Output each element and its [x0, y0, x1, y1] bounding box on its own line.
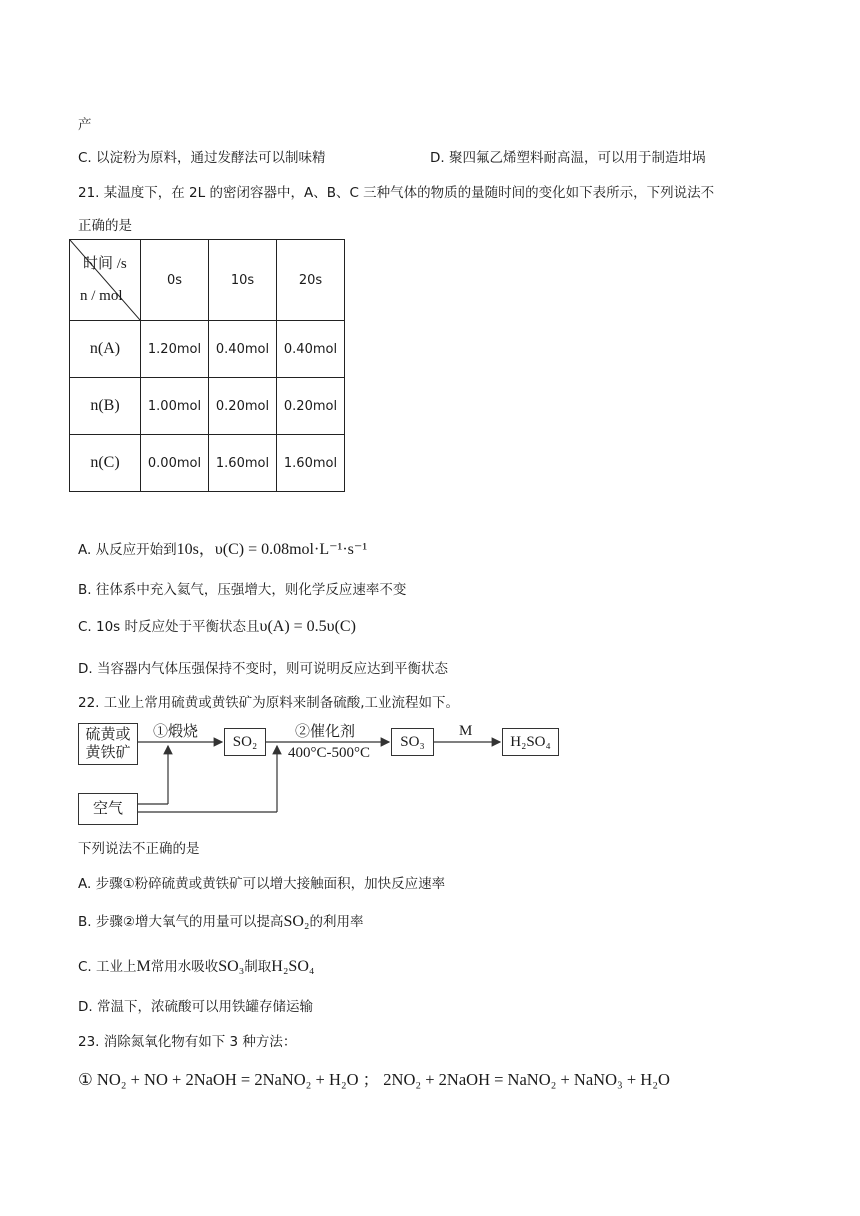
option-b-suffix: 的利用率: [309, 914, 364, 930]
table-cell: 1.20mol: [141, 321, 209, 378]
option-c-text: 制取: [244, 959, 272, 975]
q21-option-c: [78, 615, 356, 636]
row-label: n(B): [70, 378, 141, 435]
table-cell: 0.20mol: [277, 378, 345, 435]
option-c-text: C. 工业上: [78, 959, 137, 975]
option-b-formula: SO₂: [283, 913, 310, 930]
option-c-text: C. 10s 时反应处于平衡状态且: [78, 619, 260, 635]
q21-data-table: [69, 239, 345, 492]
q22-stem: 22. 工业上常用硫黄或黄铁矿为原料来制备硫酸,工业流程如下。: [78, 695, 460, 711]
row-label: n(C): [70, 435, 141, 492]
so2-box: SO₂: [224, 728, 266, 756]
step2-label: ②催化剂: [295, 724, 356, 740]
table-header-time: 10s: [209, 240, 277, 321]
q22-option-c: [78, 955, 314, 976]
option-c-h2so4: H₂SO₄: [271, 958, 315, 975]
q20-option-d: D. 聚四氟乙烯塑料耐高温，可以用于制造坩埚: [430, 150, 706, 166]
step1-label: ①煅烧: [153, 724, 199, 740]
q22-question: 下列说法不正确的是: [78, 841, 200, 857]
row-label: n(A): [70, 321, 141, 378]
temperature-label: 400°C-500°C: [288, 745, 371, 761]
q23-equation: ① NO₂ + NO + 2NaOH = 2NaNO₂ + H₂O ； 2NO₂ + 2NaOH = NaNO₂ + NaNO₃ + H₂O: [78, 1070, 670, 1089]
table-row: [70, 378, 345, 435]
h2so4-box: H₂SO₄: [502, 728, 559, 756]
q22-option-a: A. 步骤①粉碎硫黄或黄铁矿可以增大接触面积，加快反应速率: [78, 876, 446, 892]
raw-material-line2: 黄铁矿: [85, 745, 131, 761]
table-row: [70, 321, 345, 378]
table-cell: 0.40mol: [277, 321, 345, 378]
table-cell: 0.20mol: [209, 378, 277, 435]
option-c-so3: SO₃: [218, 958, 245, 975]
corner-time-label: 时间 /s: [83, 256, 127, 272]
q22-option-b: [78, 910, 363, 931]
table-cell: 0.00mol: [141, 435, 209, 492]
table-row: [70, 435, 345, 492]
q21-option-d: D. 当容器内气体压强保持不变时，则可说明反应达到平衡状态: [78, 661, 448, 677]
option-a-formula: 10s，υ(C) = 0.08mol·L⁻¹·s⁻¹: [176, 541, 368, 558]
table-cell: 1.60mol: [209, 435, 277, 492]
table-cell: 1.60mol: [277, 435, 345, 492]
reagent-m-label: M: [459, 723, 473, 739]
q23-stem: 23. 消除氮氧化物有如下 3 种方法：: [78, 1034, 297, 1050]
q22-option-d: D. 常温下，浓硫酸可以用铁罐存储运输: [78, 999, 313, 1015]
q21-stem-line2: 正确的是: [78, 218, 132, 234]
corner-amount-label: n / mol: [80, 288, 123, 304]
sulfuric-acid-flow-diagram: [78, 718, 568, 830]
so3-box: SO₃: [391, 728, 434, 756]
top-fragment: 产: [78, 117, 92, 133]
q20-option-c: C. 以淀粉为原料，通过发酵法可以制味精: [78, 150, 326, 166]
table-header-time: 0s: [141, 240, 209, 321]
q21-option-a: [78, 536, 367, 559]
option-c-formula: υ(A) = 0.5υ(C): [259, 618, 356, 635]
raw-material-box: [78, 723, 138, 765]
air-box: 空气: [78, 793, 138, 825]
table-cell: 1.00mol: [141, 378, 209, 435]
option-c-m: M: [136, 958, 151, 975]
table-header-time: 20s: [277, 240, 345, 321]
table-corner-header: [70, 240, 141, 321]
q21-stem-line1: 21. 某温度下，在 2L 的密闭容器中，A、B、C 三种气体的物质的量随时间的变化如下表所示，下列说法不: [78, 185, 715, 201]
raw-material-line1: 硫黄或: [85, 727, 131, 743]
table-cell: 0.40mol: [209, 321, 277, 378]
option-b-text: B. 步骤②增大氧气的用量可以提高: [78, 914, 284, 930]
q21-option-b: B. 往体系中充入氦气，压强增大，则化学反应速率不变: [78, 582, 407, 598]
option-c-text: 常用水吸收: [150, 959, 219, 975]
option-a-text: A. 从反应开始到: [78, 542, 177, 558]
